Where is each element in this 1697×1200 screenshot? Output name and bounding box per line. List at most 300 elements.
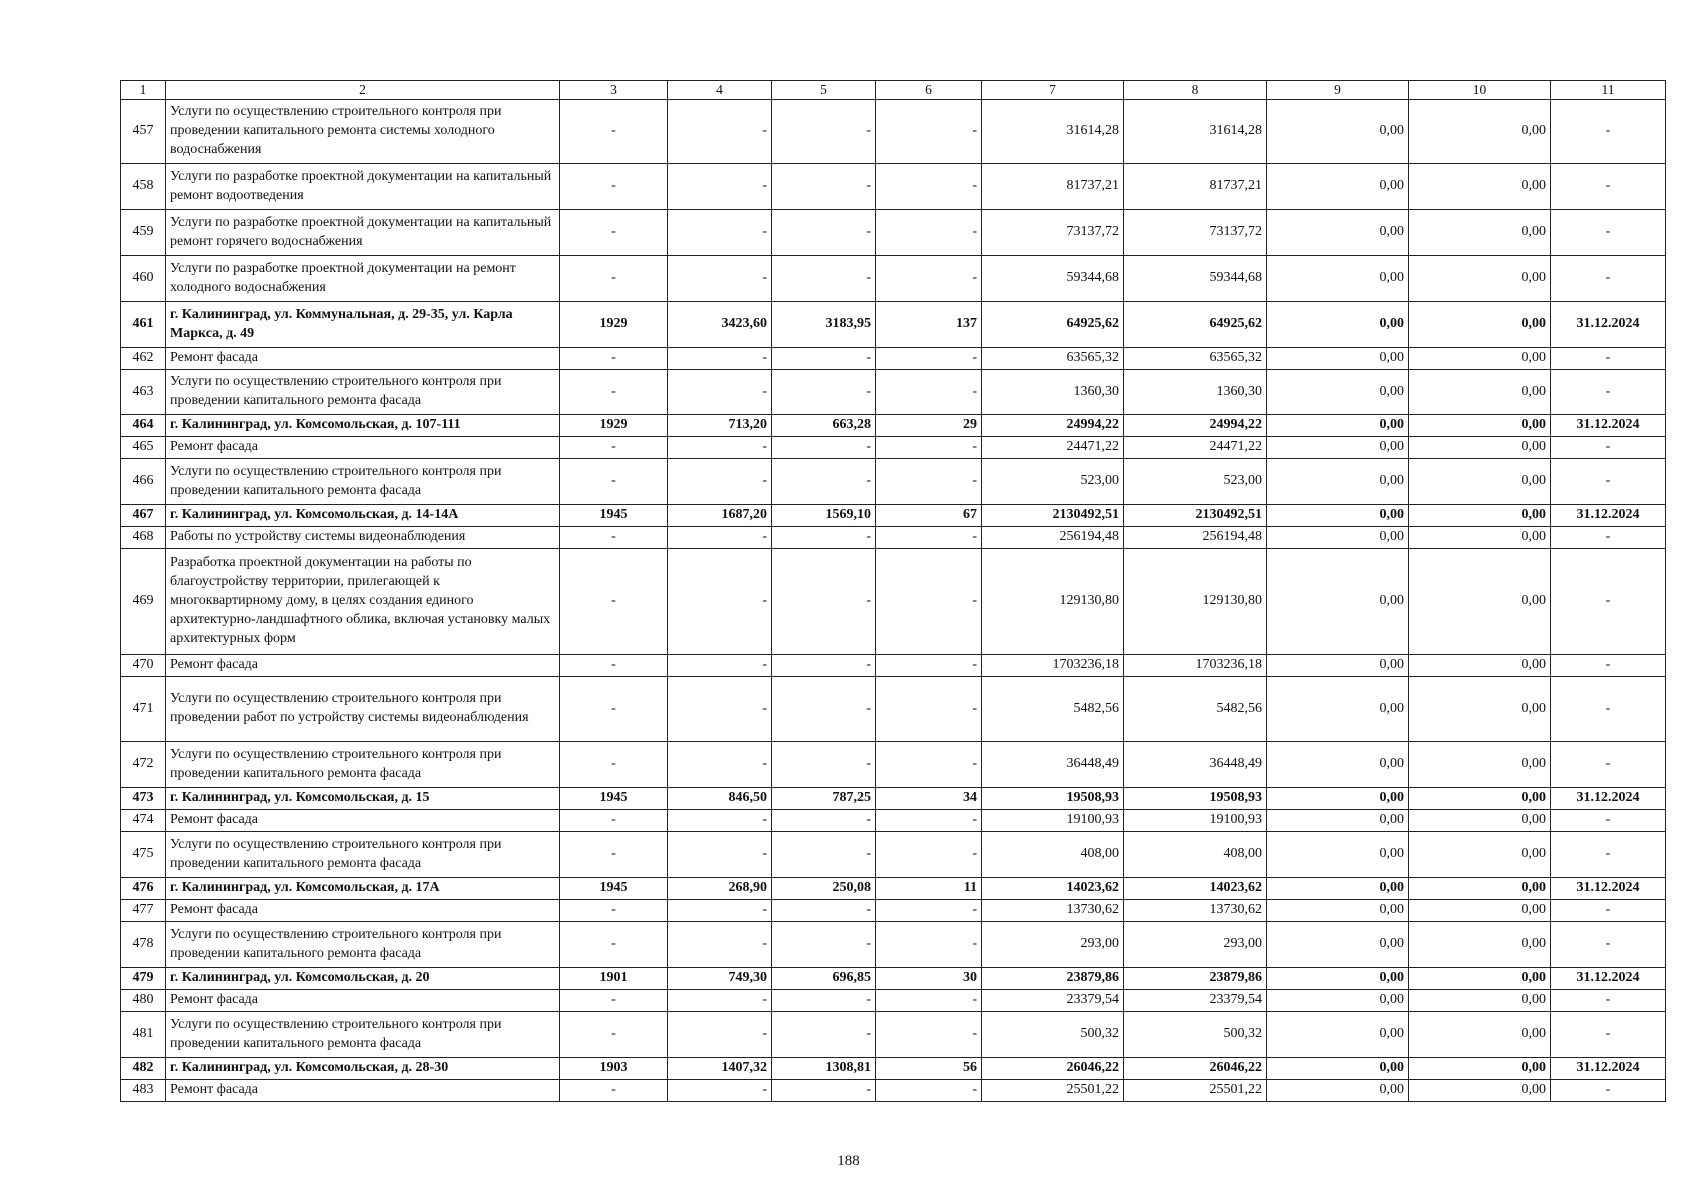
cell-col11: - (1551, 256, 1666, 302)
cell-col10: 0,00 (1409, 164, 1551, 210)
row-number: 469 (121, 549, 166, 655)
cell-col3: - (560, 100, 668, 164)
cell-col9: 0,00 (1267, 459, 1409, 505)
cell-col4: - (668, 990, 772, 1012)
cell-col6: - (876, 210, 982, 256)
cell-col7: 293,00 (982, 922, 1124, 968)
cell-col5: - (772, 655, 876, 677)
address-row (121, 968, 1666, 990)
cell-col10: 0,00 (1409, 210, 1551, 256)
cell-col5: - (772, 742, 876, 788)
cell-col4: - (668, 164, 772, 210)
cell-col3: - (560, 370, 668, 415)
cell-col6: 34 (876, 788, 982, 810)
cell-col6: 137 (876, 302, 982, 348)
cell-col5: 663,28 (772, 415, 876, 437)
cell-col11: - (1551, 832, 1666, 878)
address-row (121, 1058, 1666, 1080)
column-header: 2 (166, 81, 560, 100)
row-number: 483 (121, 1080, 166, 1102)
table-body (121, 81, 1666, 1102)
cell-col8: 73137,72 (1124, 210, 1267, 256)
cell-col3: 1945 (560, 788, 668, 810)
cell-col7: 64925,62 (982, 302, 1124, 348)
cell-col10: 0,00 (1409, 437, 1551, 459)
cell-col3: - (560, 164, 668, 210)
cell-col6: - (876, 1080, 982, 1102)
item-name: г. Калининград, ул. Комсомольская, д. 14-14А (166, 505, 560, 527)
cell-col9: 0,00 (1267, 788, 1409, 810)
cell-col8: 5482,56 (1124, 677, 1267, 742)
cell-col9: 0,00 (1267, 210, 1409, 256)
cell-col5: - (772, 100, 876, 164)
column-header: 3 (560, 81, 668, 100)
row-number: 457 (121, 100, 166, 164)
cell-col3: - (560, 742, 668, 788)
cell-col11: - (1551, 527, 1666, 549)
cell-col10: 0,00 (1409, 1012, 1551, 1058)
row-number: 466 (121, 459, 166, 505)
cell-col8: 19100,93 (1124, 810, 1267, 832)
row-number: 472 (121, 742, 166, 788)
row-number: 482 (121, 1058, 166, 1080)
cell-col8: 523,00 (1124, 459, 1267, 505)
cell-col6: - (876, 527, 982, 549)
cell-col6: - (876, 164, 982, 210)
cell-col10: 0,00 (1409, 549, 1551, 655)
cell-col9: 0,00 (1267, 810, 1409, 832)
cell-col6: 56 (876, 1058, 982, 1080)
cell-col4: - (668, 549, 772, 655)
item-name: г. Калининград, ул. Комсомольская, д. 107-111 (166, 415, 560, 437)
table-row (121, 256, 1666, 302)
cell-col3: - (560, 990, 668, 1012)
cell-col7: 523,00 (982, 459, 1124, 505)
cell-col8: 129130,80 (1124, 549, 1267, 655)
item-name: Услуги по разработке проектной документации на ремонт холодного водоснабжения (166, 256, 560, 302)
cell-col4: 846,50 (668, 788, 772, 810)
cell-col7: 1703236,18 (982, 655, 1124, 677)
row-number: 464 (121, 415, 166, 437)
table-row (121, 1080, 1666, 1102)
cell-col4: - (668, 1012, 772, 1058)
cell-col8: 36448,49 (1124, 742, 1267, 788)
table-row (121, 742, 1666, 788)
item-name: Услуги по осуществлению строительного контроля при проведении капитального ремонта фасада (166, 922, 560, 968)
cell-col10: 0,00 (1409, 527, 1551, 549)
cell-col6: - (876, 459, 982, 505)
cell-col7: 73137,72 (982, 210, 1124, 256)
item-name: Ремонт фасада (166, 348, 560, 370)
cell-col8: 24471,22 (1124, 437, 1267, 459)
cell-col4: 1407,32 (668, 1058, 772, 1080)
cell-col11: 31.12.2024 (1551, 968, 1666, 990)
item-name: Ремонт фасада (166, 1080, 560, 1102)
item-name: г. Калининград, ул. Комсомольская, д. 15 (166, 788, 560, 810)
cell-col5: - (772, 1012, 876, 1058)
item-name: Услуги по разработке проектной документации на капитальный ремонт горячего водоснабжения (166, 210, 560, 256)
item-name: Ремонт фасада (166, 437, 560, 459)
cell-col7: 24994,22 (982, 415, 1124, 437)
cell-col7: 19508,93 (982, 788, 1124, 810)
cell-col7: 129130,80 (982, 549, 1124, 655)
table-row (121, 655, 1666, 677)
cell-col4: 713,20 (668, 415, 772, 437)
table-row (121, 370, 1666, 415)
cell-col10: 0,00 (1409, 459, 1551, 505)
cell-col3: - (560, 210, 668, 256)
cell-col9: 0,00 (1267, 415, 1409, 437)
cell-col5: - (772, 549, 876, 655)
cell-col8: 23879,86 (1124, 968, 1267, 990)
row-number: 478 (121, 922, 166, 968)
table-row (121, 832, 1666, 878)
cell-col6: 11 (876, 878, 982, 900)
cell-col7: 25501,22 (982, 1080, 1124, 1102)
cell-col5: 3183,95 (772, 302, 876, 348)
cell-col3: 1945 (560, 505, 668, 527)
cell-col9: 0,00 (1267, 990, 1409, 1012)
cell-col10: 0,00 (1409, 990, 1551, 1012)
address-row (121, 788, 1666, 810)
cell-col5: - (772, 922, 876, 968)
column-header: 7 (982, 81, 1124, 100)
table-row (121, 164, 1666, 210)
cell-col3: - (560, 677, 668, 742)
cell-col4: 3423,60 (668, 302, 772, 348)
cell-col8: 64925,62 (1124, 302, 1267, 348)
row-number: 461 (121, 302, 166, 348)
cell-col5: - (772, 348, 876, 370)
cell-col4: - (668, 256, 772, 302)
cell-col8: 63565,32 (1124, 348, 1267, 370)
cell-col8: 13730,62 (1124, 900, 1267, 922)
cell-col5: 250,08 (772, 878, 876, 900)
item-name: г. Калининград, ул. Коммунальная, д. 29-35, ул. Карла Маркса, д. 49 (166, 302, 560, 348)
cell-col9: 0,00 (1267, 900, 1409, 922)
cell-col4: - (668, 900, 772, 922)
cell-col8: 23379,54 (1124, 990, 1267, 1012)
cell-col11: 31.12.2024 (1551, 415, 1666, 437)
cell-col4: - (668, 677, 772, 742)
cell-col9: 0,00 (1267, 832, 1409, 878)
cell-col5: 787,25 (772, 788, 876, 810)
cell-col11: - (1551, 922, 1666, 968)
cell-col7: 14023,62 (982, 878, 1124, 900)
cell-col3: - (560, 459, 668, 505)
cell-col10: 0,00 (1409, 348, 1551, 370)
cell-col3: - (560, 832, 668, 878)
cell-col8: 24994,22 (1124, 415, 1267, 437)
table-row (121, 677, 1666, 742)
cell-col10: 0,00 (1409, 900, 1551, 922)
cell-col9: 0,00 (1267, 370, 1409, 415)
row-number: 479 (121, 968, 166, 990)
item-name: Работы по устройству системы видеонаблюдения (166, 527, 560, 549)
cell-col6: - (876, 370, 982, 415)
column-header: 5 (772, 81, 876, 100)
cell-col6: 30 (876, 968, 982, 990)
cell-col4: - (668, 100, 772, 164)
cell-col9: 0,00 (1267, 922, 1409, 968)
cell-col8: 1360,30 (1124, 370, 1267, 415)
item-name: Услуги по разработке проектной документации на капитальный ремонт водоотведения (166, 164, 560, 210)
row-number: 476 (121, 878, 166, 900)
cell-col5: - (772, 256, 876, 302)
item-name: Услуги по осуществлению строительного контроля при проведении капитального ремонта системы холодного водоснабжения (166, 100, 560, 164)
table-row (121, 990, 1666, 1012)
cell-col9: 0,00 (1267, 655, 1409, 677)
cell-col6: - (876, 1012, 982, 1058)
cell-col10: 0,00 (1409, 878, 1551, 900)
cell-col8: 25501,22 (1124, 1080, 1267, 1102)
cell-col11: - (1551, 677, 1666, 742)
cell-col9: 0,00 (1267, 968, 1409, 990)
cell-col4: - (668, 810, 772, 832)
row-number: 480 (121, 990, 166, 1012)
cell-col11: - (1551, 1012, 1666, 1058)
cell-col9: 0,00 (1267, 677, 1409, 742)
cell-col3: - (560, 1080, 668, 1102)
cell-col5: - (772, 900, 876, 922)
register-table (120, 80, 1666, 1102)
item-name: г. Калининград, ул. Комсомольская, д. 17А (166, 878, 560, 900)
cell-col5: - (772, 210, 876, 256)
cell-col11: - (1551, 348, 1666, 370)
cell-col3: - (560, 256, 668, 302)
row-number: 458 (121, 164, 166, 210)
column-header: 11 (1551, 81, 1666, 100)
cell-col10: 0,00 (1409, 655, 1551, 677)
page-number: 188 (837, 1153, 860, 1169)
cell-col9: 0,00 (1267, 164, 1409, 210)
cell-col8: 59344,68 (1124, 256, 1267, 302)
cell-col11: - (1551, 742, 1666, 788)
cell-col8: 81737,21 (1124, 164, 1267, 210)
cell-col9: 0,00 (1267, 549, 1409, 655)
row-number: 460 (121, 256, 166, 302)
cell-col5: - (772, 832, 876, 878)
cell-col10: 0,00 (1409, 832, 1551, 878)
cell-col6: - (876, 348, 982, 370)
cell-col9: 0,00 (1267, 100, 1409, 164)
cell-col4: - (668, 655, 772, 677)
cell-col3: 1929 (560, 415, 668, 437)
cell-col3: - (560, 348, 668, 370)
cell-col4: - (668, 459, 772, 505)
cell-col7: 256194,48 (982, 527, 1124, 549)
column-header: 1 (121, 81, 166, 100)
cell-col3: 1901 (560, 968, 668, 990)
item-name: Ремонт фасада (166, 810, 560, 832)
cell-col8: 293,00 (1124, 922, 1267, 968)
cell-col7: 36448,49 (982, 742, 1124, 788)
cell-col7: 1360,30 (982, 370, 1124, 415)
table-row (121, 459, 1666, 505)
cell-col9: 0,00 (1267, 878, 1409, 900)
cell-col7: 500,32 (982, 1012, 1124, 1058)
cell-col5: 696,85 (772, 968, 876, 990)
table-row (121, 922, 1666, 968)
cell-col6: - (876, 742, 982, 788)
row-number: 468 (121, 527, 166, 549)
cell-col3: - (560, 1012, 668, 1058)
cell-col11: 31.12.2024 (1551, 302, 1666, 348)
cell-col3: - (560, 922, 668, 968)
cell-col8: 2130492,51 (1124, 505, 1267, 527)
cell-col11: - (1551, 549, 1666, 655)
cell-col7: 408,00 (982, 832, 1124, 878)
cell-col5: - (772, 459, 876, 505)
table-row (121, 1012, 1666, 1058)
cell-col7: 13730,62 (982, 900, 1124, 922)
row-number: 474 (121, 810, 166, 832)
cell-col6: - (876, 900, 982, 922)
cell-col4: - (668, 922, 772, 968)
cell-col8: 500,32 (1124, 1012, 1267, 1058)
cell-col5: - (772, 677, 876, 742)
cell-col9: 0,00 (1267, 742, 1409, 788)
row-number: 475 (121, 832, 166, 878)
cell-col6: - (876, 256, 982, 302)
cell-col11: - (1551, 100, 1666, 164)
row-number: 473 (121, 788, 166, 810)
cell-col7: 59344,68 (982, 256, 1124, 302)
address-row (121, 302, 1666, 348)
table-row (121, 527, 1666, 549)
row-number: 459 (121, 210, 166, 256)
address-row (121, 505, 1666, 527)
cell-col11: - (1551, 437, 1666, 459)
cell-col9: 0,00 (1267, 437, 1409, 459)
cell-col11: 31.12.2024 (1551, 1058, 1666, 1080)
cell-col6: - (876, 810, 982, 832)
cell-col9: 0,00 (1267, 256, 1409, 302)
cell-col4: - (668, 742, 772, 788)
table-row (121, 348, 1666, 370)
cell-col8: 14023,62 (1124, 878, 1267, 900)
cell-col7: 63565,32 (982, 348, 1124, 370)
cell-col7: 23379,54 (982, 990, 1124, 1012)
cell-col6: - (876, 437, 982, 459)
cell-col8: 19508,93 (1124, 788, 1267, 810)
table-row (121, 100, 1666, 164)
column-number-row (121, 81, 1666, 100)
address-row (121, 415, 1666, 437)
row-number: 463 (121, 370, 166, 415)
cell-col9: 0,00 (1267, 505, 1409, 527)
cell-col5: 1308,81 (772, 1058, 876, 1080)
cell-col4: - (668, 832, 772, 878)
cell-col11: - (1551, 1080, 1666, 1102)
cell-col3: 1903 (560, 1058, 668, 1080)
cell-col7: 24471,22 (982, 437, 1124, 459)
table-row (121, 210, 1666, 256)
cell-col11: - (1551, 164, 1666, 210)
cell-col10: 0,00 (1409, 1058, 1551, 1080)
item-name: Ремонт фасада (166, 655, 560, 677)
cell-col6: - (876, 677, 982, 742)
cell-col4: - (668, 210, 772, 256)
cell-col8: 26046,22 (1124, 1058, 1267, 1080)
cell-col9: 0,00 (1267, 1012, 1409, 1058)
cell-col11: - (1551, 990, 1666, 1012)
table-row (121, 549, 1666, 655)
cell-col10: 0,00 (1409, 677, 1551, 742)
cell-col11: 31.12.2024 (1551, 878, 1666, 900)
cell-col6: - (876, 990, 982, 1012)
cell-col4: - (668, 527, 772, 549)
cell-col6: - (876, 100, 982, 164)
cell-col11: - (1551, 210, 1666, 256)
column-header: 4 (668, 81, 772, 100)
cell-col11: - (1551, 459, 1666, 505)
cell-col8: 1703236,18 (1124, 655, 1267, 677)
cell-col11: 31.12.2024 (1551, 505, 1666, 527)
cell-col5: - (772, 370, 876, 415)
address-row (121, 878, 1666, 900)
item-name: Ремонт фасада (166, 900, 560, 922)
cell-col10: 0,00 (1409, 1080, 1551, 1102)
row-number: 465 (121, 437, 166, 459)
cell-col6: - (876, 655, 982, 677)
cell-col3: - (560, 655, 668, 677)
item-name: г. Калининград, ул. Комсомольская, д. 28-30 (166, 1058, 560, 1080)
item-name: Разработка проектной документации на работы по благоустройству территории, прилегающей к многоквартирному дому, в целях создания единого архитектурно-ландшафтного облика, включая установку малых архитектурных форм (166, 549, 560, 655)
cell-col5: - (772, 164, 876, 210)
cell-col5: - (772, 990, 876, 1012)
item-name: Ремонт фасада (166, 990, 560, 1012)
cell-col9: 0,00 (1267, 1080, 1409, 1102)
column-header: 10 (1409, 81, 1551, 100)
cell-col4: 749,30 (668, 968, 772, 990)
cell-col5: - (772, 810, 876, 832)
cell-col6: - (876, 922, 982, 968)
cell-col10: 0,00 (1409, 415, 1551, 437)
item-name: Услуги по осуществлению строительного контроля при проведении капитального ремонта фасада (166, 832, 560, 878)
cell-col4: - (668, 348, 772, 370)
cell-col7: 19100,93 (982, 810, 1124, 832)
cell-col7: 2130492,51 (982, 505, 1124, 527)
cell-col10: 0,00 (1409, 100, 1551, 164)
cell-col3: - (560, 549, 668, 655)
cell-col4: - (668, 370, 772, 415)
cell-col10: 0,00 (1409, 370, 1551, 415)
row-number: 462 (121, 348, 166, 370)
column-header: 8 (1124, 81, 1267, 100)
item-name: Услуги по осуществлению строительного контроля при проведении капитального ремонта фасада (166, 1012, 560, 1058)
cell-col8: 408,00 (1124, 832, 1267, 878)
cell-col10: 0,00 (1409, 256, 1551, 302)
cell-col10: 0,00 (1409, 302, 1551, 348)
cell-col7: 81737,21 (982, 164, 1124, 210)
cell-col7: 23879,86 (982, 968, 1124, 990)
item-name: Услуги по осуществлению строительного контроля при проведении капитального ремонта фасада (166, 742, 560, 788)
cell-col3: - (560, 437, 668, 459)
cell-col8: 256194,48 (1124, 527, 1267, 549)
cell-col11: - (1551, 810, 1666, 832)
cell-col7: 5482,56 (982, 677, 1124, 742)
cell-col9: 0,00 (1267, 348, 1409, 370)
cell-col6: 67 (876, 505, 982, 527)
cell-col9: 0,00 (1267, 527, 1409, 549)
cell-col10: 0,00 (1409, 505, 1551, 527)
cell-col3: 1945 (560, 878, 668, 900)
row-number: 470 (121, 655, 166, 677)
item-name: Услуги по осуществлению строительного контроля при проведении капитального ремонта фасада (166, 370, 560, 415)
table-row (121, 437, 1666, 459)
row-number: 481 (121, 1012, 166, 1058)
